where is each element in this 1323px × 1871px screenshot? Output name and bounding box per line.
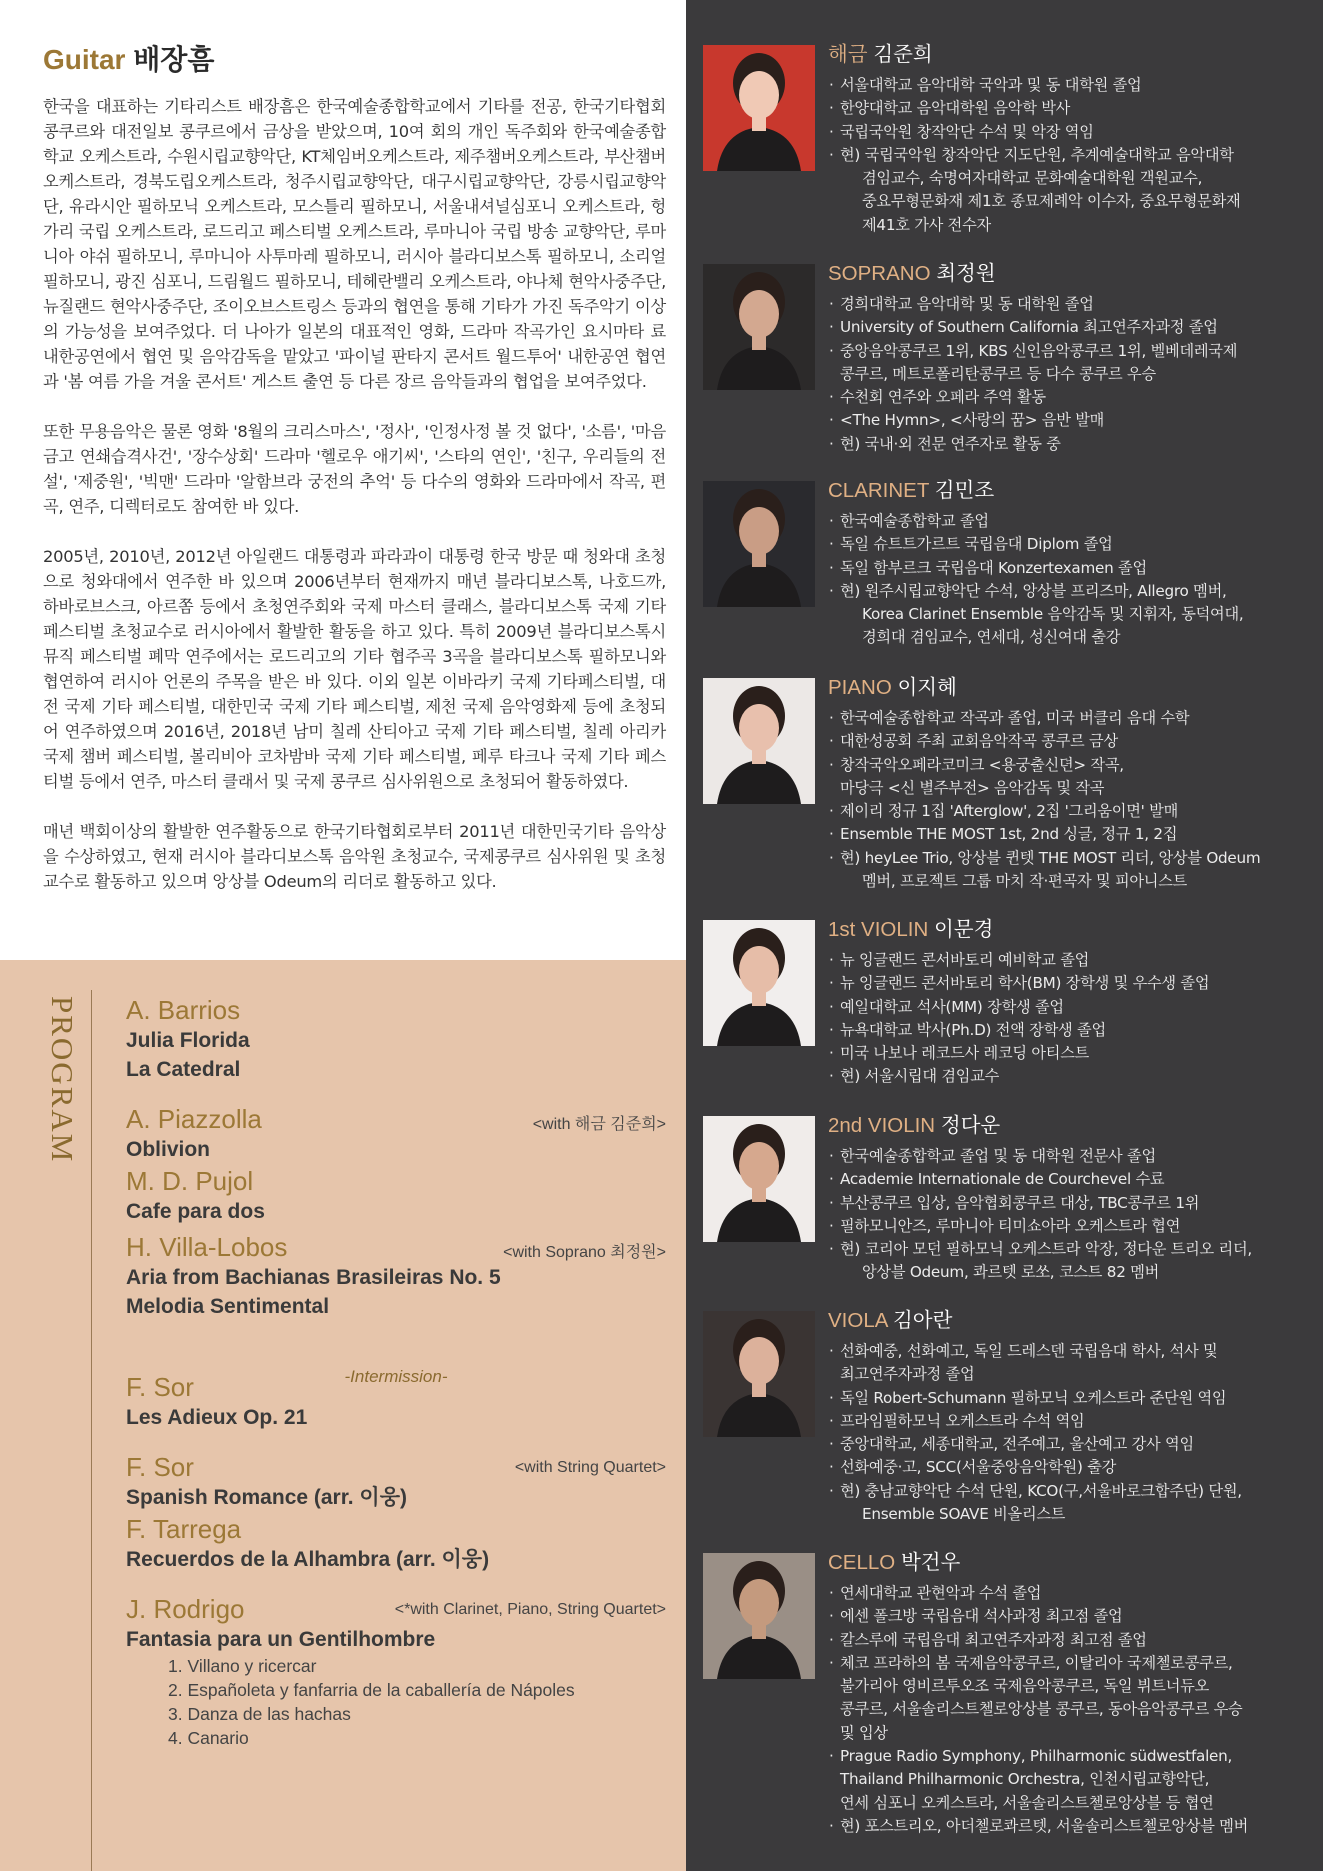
performer-bio-item	[828, 800, 1318, 823]
program-divider	[91, 990, 92, 1871]
performer-role: 해금	[828, 43, 868, 66]
portrait-image	[703, 45, 815, 171]
performer-bio-line: · 서울대학교 음악대학 국악과 및 동 대학원 졸업	[840, 76, 1142, 94]
performer-bio-list	[828, 949, 1318, 1089]
performer-name-text: 최정원	[936, 262, 996, 285]
performer-name-text: 정다운	[940, 1114, 1001, 1137]
performer-bio-line: · 국립국악원 창작악단 수석 및 악장 역임	[840, 122, 1094, 141]
performer-bio-line: Korea Clarinet Ensemble 음악감독 및 지휘자, 동덕여대,	[862, 605, 1244, 624]
performer-name	[828, 675, 957, 701]
portrait-image	[703, 264, 815, 390]
performer-bio-line: · 독일 슈트트가르트 국립음대 Diplom 졸업	[840, 535, 1113, 554]
performer-bio-line: 제41호 가사 전수자	[862, 215, 991, 234]
performer-bio-item	[828, 557, 1318, 580]
performer-bio-item	[828, 580, 1318, 650]
performer-bio-line: · 뉴 잉글랜드 콘서바토리 학사(BM) 장학생 및 우수생 졸업	[840, 974, 1210, 993]
performer-bio-item	[828, 972, 1318, 995]
performer-bio-line: 겸임교수, 숙명여자대학교 문화예술대학원 객원교수,	[862, 169, 1203, 188]
performer-name-text: 이문경	[933, 918, 994, 941]
performer-bio-list	[828, 1145, 1318, 1285]
portrait-image	[703, 1311, 815, 1437]
bio-paragraph: 한국을 대표하는 기타리스트 배장흠은 한국예술종합학교에서 기타를 전공, 한국기타협회 콩쿠르와 대전일보 콩쿠르에서 금상을 받았으며, 10여 회의 개인 독주회와 한국예술종합학교 오케스트라, 수원시립교향악단, KT체임버오케스트라, 제주챔버오케스트라, 부산챔버오케스트라, 경북도립오케스트라, 청주시립교향악단, 대구시립교향악단, 강릉시립교향악단, 유라시안 필하모닉 오케스트라, 모스틀리 필하모니, 서울내셔널심포니 오케스트라, 헝가리 국립 오케스트라, 로드리고 페스티벌 오케스트라, 루마니아 국립 방송 교향악단, 루마니아 야쉬 필하모니, 루마니아 사투마레 필하모니, 러시아 블라디보스톡 필하모니, 소리얼 필하모니, 광진 심포니, 드림월드 필하모니, 테헤란밸리 오케스트라, 야나체 현악사중주단, 뉴질랜드 현악사중주단, 조이오브스트링스 등과의 협연을 통해 기타가 가진 독주악기 이상의 가능성을 보여주었다. 더 나아가 일본의 대표적인 영화, 드라마 작곡가인 요시마타 료 내한공연에서 협연 및 음악감독을 맡았고 '파이널 판타지 콘서트 월드투어' 내한공연 협연과 '봄 여름 가을 겨울 콘서트' 게스트 출연 등 다른 장르 음악들과의 협업을 보여주었다.	[43, 97, 666, 391]
program-with-note: <*with Clarinet, Piano, String Quartet>	[394, 1601, 666, 1618]
performer-photo	[703, 1116, 815, 1242]
program-item	[126, 1451, 666, 1512]
performer-bio-line: · Prague Radio Symphony, Philharmonic südwestfalen,	[840, 1747, 1233, 1766]
program-item	[126, 1103, 666, 1164]
performer-photo	[703, 481, 815, 607]
performer-bio-line: 연세 심포니 오케스트라, 서울솔리스트첼로앙상블 등 협연	[840, 1793, 1214, 1812]
performer-bio-item	[828, 1605, 1318, 1628]
performer-bio-list	[828, 74, 1318, 237]
program-item	[126, 1593, 666, 1750]
performer-bio-line: 최고연주자과정 졸업	[840, 1365, 975, 1384]
program-composer: A. Barrios	[126, 995, 241, 1025]
program-with-note: <with 해금 김준희>	[532, 1116, 666, 1133]
program-composer: F. Sor	[126, 1452, 194, 1482]
portrait-image	[703, 1553, 815, 1679]
performer-bio-line: · Academie Internationale de Courchevel 수료	[840, 1170, 1165, 1189]
performer-bio-line: 마당극 <신 별주부전> 음악감독 및 작곡	[840, 778, 1105, 797]
performer-bio-line: · 현) 충남교향악단 수석 단원, KCO(구,서울바로크합주단) 단원,	[840, 1481, 1242, 1500]
performer-photo	[703, 45, 815, 171]
performer-name	[828, 917, 993, 943]
portrait-image	[703, 481, 815, 607]
performer-bio-item	[828, 823, 1318, 846]
program-work-title: Aria from Bachianas Brasileiras No. 5	[126, 1266, 501, 1289]
program-movement: 3. Danza de las hachas	[168, 1704, 351, 1724]
program-item	[126, 1513, 666, 1574]
program-intermission: -Intermission-	[344, 1367, 448, 1386]
performer-bio-item	[828, 386, 1318, 409]
performer-bio-item	[828, 1582, 1318, 1605]
performer-name	[828, 42, 933, 68]
program-composer: F. Sor	[126, 1372, 194, 1402]
performer-bio-line: · 프라임필하모닉 오케스트라 수석 역임	[840, 1411, 1085, 1430]
performer-bio-list	[828, 510, 1318, 650]
performer-bio-item	[828, 1019, 1318, 1042]
performer-bio-line: · 예일대학교 석사(MM) 장학생 졸업	[840, 997, 1064, 1016]
bio-title	[43, 42, 666, 78]
performer-bio-line: · 제이리 정규 1집 'Afterglow', 2집 '그리움이면' 발매	[840, 802, 1178, 821]
program-item	[126, 994, 666, 1084]
performer-bio-line: 불가리아 영비르투오조 국제음악콩쿠르, 독일 뷔트너듀오	[840, 1677, 1209, 1696]
performer-photo	[703, 1311, 815, 1437]
performer-bio-line: · 독일 Robert-Schumann 필하모닉 오케스트라 준단원 역임	[840, 1388, 1227, 1407]
performer-bio-item	[828, 316, 1318, 339]
program-work-title: Fantasia para un Gentilhombre	[126, 1628, 436, 1651]
performer-bio-line: · 한국예술종합학교 작곡과 졸업, 미국 버클리 음대 수학	[840, 709, 1190, 727]
program-movement: 2. Españoleta y fanfarria de la caballería de Nápoles	[168, 1680, 575, 1700]
performer-name	[828, 261, 996, 287]
performer-bio-list	[828, 1582, 1318, 1838]
performer-bio-item	[828, 1652, 1318, 1745]
performer-bio-item	[828, 1480, 1318, 1527]
performer-bio-item	[828, 1629, 1318, 1652]
performer-bio-item	[828, 1456, 1318, 1479]
performer-name-text: 김아란	[892, 1309, 953, 1332]
performer-bio-item	[828, 1192, 1318, 1215]
bio-paragraph: 또한 무용음악은 물론 영화 '8월의 크리스마스', '정사', '인정사정 볼 것 없다', '소름', '마음금고 연쇄습격사건', '장수상회' 드라마 '헬로우 애기씨', '스타의 연인', '친구, 우리들의 전설', '제중원', '빅맨' 드라마 '알함브라 궁전의 추억' 등 다수의 영화와 드라마에서 작곡, 편곡, 연주, 디렉터로도 참여한 바 있다.	[43, 422, 666, 516]
program-label: PROGRAM	[45, 996, 80, 1164]
performer-bio-item	[828, 754, 1318, 801]
performer-bio-item	[828, 433, 1318, 456]
performer-photo	[703, 920, 815, 1046]
performer-bio-line: 콩쿠르, 서울솔리스트첼로앙상블 콩쿠르, 동아음악콩쿠르 우승	[840, 1700, 1243, 1719]
bio-paragraph: 2005년, 2010년, 2012년 아일랜드 대통령과 파라과이 대통령 한국 방문 때 청와대 초청으로 청와대에서 연주한 바 있으며 2006년부터 현재까지 매년 블라디보스톡, 나호드까, 하바로브스크, 아르쫌 등에서 초청연주회와 국제 마스터 클래스, 블라디보스톡 국제 기타 페스티벌 초청교수로 러시아에서 활발한 활동을 하고 있다. 특히 2009년 블라디보스톡시 뮤직 페스티벌 폐막 연주에서는 로드리고의 기타 협주곡 3곡을 블라디보스톡 필하모니와 협연하여 러시아 언론의 주목을 받은 바 있다. 이외 일본 이바라키 국제 기타페스티벌, 대전 국제 기타 페스티벌, 대한민국 국제 기타 페스티벌, 제천 국제 음악영화제 등에 초청되어 연주하였으며 2016년, 2018년 남미 칠레 산티아고 국제 기타 페스티벌, 칠레 아리카 국제 챔버 페스티벌, 볼리비아 코차밤바 국제 기타 페스티벌, 페루 타크나 국제 기타 페스티벌 등에서 연주, 마스터 클래서 및 국제 콩쿠르 심사위원으로 초청되어 활동하였다.	[43, 547, 666, 791]
performer-role: VIOLA	[828, 1309, 888, 1332]
performer-role: SOPRANO	[828, 262, 931, 285]
program-composer: J. Rodrigo	[126, 1594, 245, 1624]
performer-bio-line: · 뉴욕대학교 박사(Ph.D) 전액 장학생 졸업	[840, 1020, 1106, 1039]
portrait-image	[703, 678, 815, 804]
performer-name-text: 박건우	[900, 1551, 961, 1574]
performer-bio-item	[828, 510, 1318, 533]
program-work-title: Melodia Sentimental	[126, 1295, 330, 1318]
performer-bio-line: · 중앙음악콩쿠르 1위, KBS 신인음악콩쿠르 1위, 벨베데레국제	[840, 341, 1238, 360]
performer-bio-line: · 선화예중, 선화예고, 독일 드레스덴 국립음대 학사, 석사 및	[840, 1342, 1218, 1360]
bio-title-role: Guitar	[43, 44, 126, 75]
performer-bio-item	[828, 1065, 1318, 1088]
performer-bio-line: · 현) heyLee Trio, 앙상블 퀸텟 THE MOST 리더, 앙상블 Odeum	[840, 848, 1261, 867]
performer-bio-line: · 부산콩쿠르 입상, 음악협회콩쿠르 대상, TBC콩쿠르 1위	[840, 1193, 1200, 1212]
performer-bio-item	[828, 1815, 1318, 1838]
performer-bio-line: 멤버, 프로젝트 그룹 마치 작·편곡자 및 피아니스트	[862, 872, 1188, 891]
performer-role: CLARINET	[828, 479, 930, 502]
performer-bio-line: · 현) 코리아 모던 필하모닉 오케스트라 악장, 정다운 트리오 리더,	[840, 1240, 1252, 1259]
program-work-title: Cafe para dos	[126, 1200, 265, 1223]
performer-bio-list	[828, 293, 1318, 456]
performer-bio-line: · 한국예술종합학교 졸업 및 동 대학원 전문사 졸업	[840, 1147, 1156, 1165]
program-work-title: Les Adieux Op. 21	[126, 1406, 308, 1429]
performer-bio-line: · University of Southern California 최고연주자과정 졸업	[840, 318, 1218, 337]
program-work-title: Recuerdos de la Alhambra (arr. 이웅)	[126, 1548, 490, 1571]
performer-bio-line: · 에센 폴크방 국립음대 석사과정 최고점 졸업	[840, 1607, 1123, 1626]
performer-bio-item	[828, 1145, 1318, 1168]
performer-bio-line: 및 입상	[840, 1723, 888, 1742]
performer-name	[828, 1113, 1000, 1139]
performer-bio-item	[828, 949, 1318, 972]
program-with-note: <with String Quartet>	[514, 1459, 666, 1476]
performer-bio-item	[828, 996, 1318, 1019]
performer-photo	[703, 678, 815, 804]
program-work-title: La Catedral	[126, 1058, 241, 1081]
program-work-title: Oblivion	[126, 1138, 210, 1161]
performer-bio-line: · 한국예술종합학교 졸업	[840, 512, 989, 530]
program-with-note: <with Soprano 최정원>	[503, 1244, 666, 1261]
performer-bio-item	[828, 847, 1318, 894]
performer-name-text: 이지혜	[897, 676, 957, 699]
performer-bio-line: · 대한성공회 주최 교회음악작곡 콩쿠르 금상	[840, 732, 1118, 751]
performer-bio-line: · 현) 원주시립교향악단 수석, 앙상블 프리즈마, Allegro 멤버,	[840, 581, 1227, 600]
performer-bio-line: · 수천회 연주와 오페라 주역 활동	[840, 388, 1046, 407]
program-section	[0, 960, 686, 1871]
performer-bio-line: · 체코 프라하의 봄 국제음악콩쿠르, 이탈리아 국제첼로콩쿠르,	[840, 1653, 1233, 1672]
performer-bio-line: · 뉴 잉글랜드 콘서바토리 예비학교 졸업	[840, 951, 1090, 969]
performer-bio-line: · 현) 서울시립대 겸임교수	[840, 1067, 1000, 1086]
performer-bio-line: · 현) 국립국악원 창작악단 지도단원, 추계예술대학교 음악대학	[840, 145, 1234, 164]
performer-role: PIANO	[828, 676, 892, 699]
performer-bio-item	[828, 97, 1318, 120]
portrait-image	[703, 920, 815, 1046]
performer-bio-line: · 경희대학교 음악대학 및 동 대학원 졸업	[840, 295, 1094, 313]
performer-bio-line: · 현) 국내·외 전문 연주자로 활동 중	[840, 434, 1061, 453]
performer-bio-line: · 현) 포스트리오, 아더첼로콰르텟, 서울솔리스트첼로앙상블 멤버	[840, 1816, 1249, 1835]
program-item	[126, 1165, 666, 1226]
performer-bio-item	[828, 1238, 1318, 1285]
performer-bio-line: · <The Hymn>, <사랑의 꿈> 음반 발매	[840, 411, 1105, 430]
performers-section	[686, 0, 1323, 1871]
performer-name	[828, 478, 994, 504]
bio-section	[0, 0, 686, 960]
bio-paragraph: 매년 백회이상의 활발한 연주활동으로 한국기타협회로부터 2011년 대한민국기타 음악상을 수상하였고, 현재 러시아 블라디보스톡 음악원 초청교수, 국제콩쿠르 심사위원 및 초청교수로 활동하고 있으며 앙상블 Odeum의 리더로 활동하고 있다.	[43, 822, 666, 891]
program-work-title: Julia Florida	[126, 1029, 250, 1052]
performer-photo	[703, 264, 815, 390]
performer-photo	[703, 1553, 815, 1679]
performer-bio-list	[828, 707, 1318, 893]
program-item	[126, 1231, 666, 1321]
program-work-title: Spanish Romance (arr. 이웅)	[126, 1486, 407, 1509]
performer-bio-item	[828, 1387, 1318, 1410]
performer-name	[828, 1308, 952, 1334]
performer-bio-line: · 중앙대학교, 세종대학교, 전주예고, 울산예고 강사 역임	[840, 1435, 1194, 1454]
performer-bio-item	[828, 1215, 1318, 1238]
performer-bio-line: · 선화예중·고, SCC(서울중앙음악학원) 출강	[840, 1458, 1117, 1477]
performer-bio-item	[828, 533, 1318, 556]
performer-bio-line: · 필하모니안즈, 루마니아 티미쇼아라 오케스트라 협연	[840, 1216, 1181, 1235]
performer-name	[828, 1550, 960, 1576]
performer-bio-list	[828, 1340, 1318, 1526]
performer-bio-line: · 독일 함부르크 국립음대 Konzertexamen 졸업	[840, 558, 1147, 577]
performer-bio-line: · 창작국악오페라코미크 <용궁출신뎐> 작곡,	[840, 755, 1124, 774]
performer-bio-item	[828, 121, 1318, 144]
performer-bio-item	[828, 1042, 1318, 1065]
performer-bio-line: · Ensemble THE MOST 1st, 2nd 싱글, 정규 1, 2집	[840, 825, 1178, 844]
performer-name-text: 김준희	[873, 43, 933, 66]
performer-bio-line: Ensemble SOAVE 비올리스트	[862, 1505, 1066, 1524]
performer-bio-line: · 연세대학교 관현악과 수석 졸업	[840, 1584, 1042, 1602]
performer-bio-item	[828, 730, 1318, 753]
performer-bio-item	[828, 1168, 1318, 1191]
performer-bio-line: · 한양대학교 음악대학원 음악학 박사	[840, 99, 1071, 118]
performer-bio-item	[828, 1340, 1318, 1387]
performer-bio-line: 앙상블 Odeum, 콰르텟 로쏘, 코스트 82 멤버	[862, 1263, 1160, 1282]
performer-role: 1st VIOLIN	[828, 918, 929, 941]
performer-name-text: 김민조	[934, 479, 995, 502]
program-composer: A. Piazzolla	[126, 1104, 262, 1134]
program-movement: 1. Villano y ricercar	[168, 1656, 317, 1676]
program-composer: F. Tarrega	[126, 1514, 242, 1544]
performer-bio-item	[828, 74, 1318, 97]
performer-bio-line: Thailand Philharmonic Orchestra, 인천시립교향악단,	[840, 1770, 1210, 1789]
performer-role: CELLO	[828, 1551, 896, 1574]
program-movement: 4. Canario	[168, 1728, 249, 1748]
performer-bio-item	[828, 293, 1318, 316]
performer-bio-item	[828, 144, 1318, 237]
portrait-image	[703, 1116, 815, 1242]
performer-bio-item	[828, 1433, 1318, 1456]
performer-bio-item	[828, 707, 1318, 730]
performer-bio-line: 중요무형문화재 제1호 종묘제례악 이수자, 중요무형문화재	[862, 192, 1241, 211]
program-composer: H. Villa-Lobos	[126, 1232, 288, 1262]
performer-bio-line: 콩쿠르, 메트로폴리탄콩쿠르 등 다수 콩쿠르 우승	[840, 364, 1156, 383]
program-composer: M. D. Pujol	[126, 1166, 254, 1196]
performer-bio-line: 경희대 겸임교수, 연세대, 성신여대 출강	[862, 628, 1121, 647]
bio-title-name: 배장흠	[133, 44, 215, 75]
performer-bio-line: · 칼스루에 국립음대 최고연주자과정 최고점 졸업	[840, 1630, 1147, 1649]
performer-bio-line: · 미국 나보나 레코드사 레코딩 아티스트	[840, 1044, 1090, 1063]
performer-bio-item	[828, 1410, 1318, 1433]
performer-bio-item	[828, 340, 1318, 387]
performer-role: 2nd VIOLIN	[828, 1114, 936, 1137]
performer-bio-item	[828, 409, 1318, 432]
performer-bio-item	[828, 1745, 1318, 1815]
